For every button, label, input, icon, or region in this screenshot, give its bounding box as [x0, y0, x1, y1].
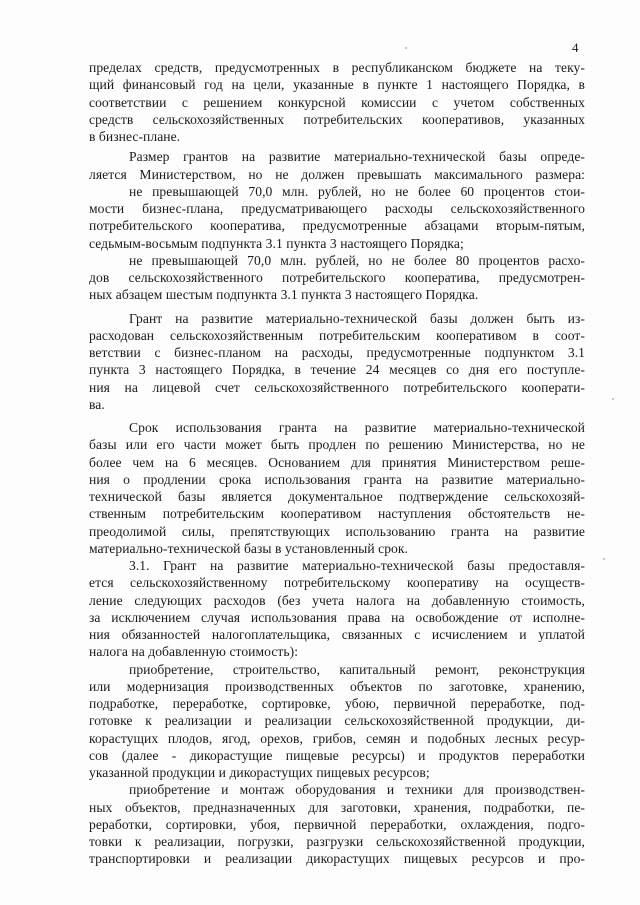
- text-line: ных объектов, предназначенных для заготовки, хранения, подработки, пе-: [89, 799, 585, 815]
- text-line: ния о продлении срока использования гранта на развитие материально-: [89, 471, 585, 487]
- text-line: готовке к реализации и реализации сельскохозяйственной продукции, ди-: [89, 713, 585, 729]
- text-line: налога на добавленную стоимость):: [89, 644, 299, 660]
- scan-speck: [612, 398, 614, 400]
- text-line: потребительского кооператива, предусмотренные абзацами вторым-пятым,: [89, 218, 585, 234]
- text-line: ляется Министерством, но не должен превышать максимального размера:: [89, 166, 585, 182]
- paragraph: [89, 661, 585, 782]
- text-line: ва.: [89, 396, 105, 412]
- text-line: реработки, сортировки, убоя, первичной переработки, охлаждения, подго-: [89, 816, 585, 832]
- text-line: пункта 3 настоящего Порядка, в течение 24 месяцев со дня его поступле-: [89, 362, 585, 378]
- paragraph: [89, 310, 585, 414]
- document-body: [89, 59, 585, 868]
- text-line: средств сельскохозяйственных потребительских кооперативов, указанных: [89, 111, 585, 127]
- text-line: базы или его части может быть продлен по решению Министерства, но не: [89, 437, 585, 453]
- text-line: технической базы является документальное подтверждение сельскохозяй-: [89, 489, 585, 504]
- text-line: Грант на развитие материально-технической базы должен быть из-: [129, 310, 585, 326]
- scan-speck: [603, 558, 605, 560]
- text-line: за исключением случая использования права на освобождение от исполне-: [89, 609, 585, 625]
- text-line: расходован сельскохозяйственным потребительским кооперативом в соот-: [89, 327, 585, 343]
- text-line: 3.1. Грант на развитие материально-технической базы предоставля-: [129, 558, 585, 573]
- text-line: не превышающей 70,0 млн. рублей, но не более 80 процентов расхо-: [129, 252, 585, 268]
- text-line: не превышающей 70,0 млн. рублей, но не более 60 процентов стои-: [129, 183, 585, 199]
- text-line: подработке, переработке, сортировке, убою, первичной переработке, под-: [89, 696, 585, 711]
- paragraph: [89, 419, 585, 557]
- text-line: Размер грантов на развитие материально-технической базы опреде-: [129, 149, 585, 165]
- text-line: дов сельскохозяйственного потребительского кооператива, предусмотрен-: [89, 270, 585, 285]
- text-line: указанной продукции и дикорастущих пищевых ресурсов;: [89, 765, 430, 780]
- text-line: ния на лицевой счет сельскохозяйственного потребительского кооперати-: [89, 379, 585, 395]
- text-line: щий финансовый год на цели, указанные в пункте 1 настоящего Порядка, в: [89, 77, 585, 93]
- text-line: корастущих плодов, ягод, орехов, грибов, семян и подобных лесных ресур-: [89, 730, 585, 746]
- text-line: ния обязанностей налогоплательщика, связанных с исчислением и уплатой: [89, 627, 585, 642]
- scan-speck: [405, 47, 407, 49]
- text-line: материально-технической базы в установленный срок.: [89, 540, 408, 556]
- paragraph: [89, 148, 585, 183]
- text-line: приобретение и монтаж оборудования и техники для производствен-: [129, 782, 585, 798]
- text-line: пределах средств, предусмотренных в республиканском бюджете на теку-: [89, 60, 585, 75]
- paragraph: [89, 252, 585, 304]
- text-line: или модернизация производственных объектов по заготовке, хранению,: [89, 678, 585, 694]
- page-number: 4: [572, 40, 579, 55]
- text-line: транспортировки и реализации дикорастущих пищевых ресурсов и про-: [89, 851, 585, 867]
- text-line: товки к реализации, погрузки, разгрузки сельскохозяйственной продукции,: [89, 834, 585, 849]
- text-line: ется сельскохозяйственному потребительскому кооперативу на осуществ-: [89, 575, 585, 591]
- text-line: в бизнес-плане.: [89, 129, 181, 144]
- text-line: более чем на 6 месяцев. Основанием для принятия Министерством реше-: [89, 454, 585, 470]
- paragraph: [89, 59, 585, 145]
- text-line: преодолимой силы, препятствующих использованию гранта на развитие: [89, 523, 585, 539]
- text-line: сов (далее - дикорастущие пищевые ресурсы) и продуктов переработки: [89, 747, 585, 763]
- paragraph: [89, 557, 585, 661]
- text-line: Срок использования гранта на развитие материально-технической: [129, 420, 585, 435]
- text-line: ветствии с бизнес-планом на расходы, предусмотренные подпунктом 3.1: [89, 345, 585, 360]
- text-line: ление следующих расходов (без учета налога на добавленную стоимость,: [89, 592, 585, 608]
- paragraph: [89, 183, 585, 252]
- text-line: ных абзацем шестым подпункта 3.1 пункта 3 настоящего Порядка.: [89, 287, 479, 303]
- text-line: ственным потребительским кооперативом наступления обстоятельств не-: [89, 506, 585, 522]
- paragraph: [89, 781, 585, 867]
- text-line: седьмым-восьмым подпункта 3.1 пункта 3 настоящего Порядка;: [89, 235, 464, 251]
- text-line: мости бизнес-плана, предусматривающего расходы сельскохозяйственного: [89, 201, 585, 216]
- text-line: соответствии с решением конкурсной комиссии с учетом собственных: [89, 94, 585, 110]
- text-line: приобретение, строительство, капитальный ремонт, реконструкция: [129, 661, 585, 677]
